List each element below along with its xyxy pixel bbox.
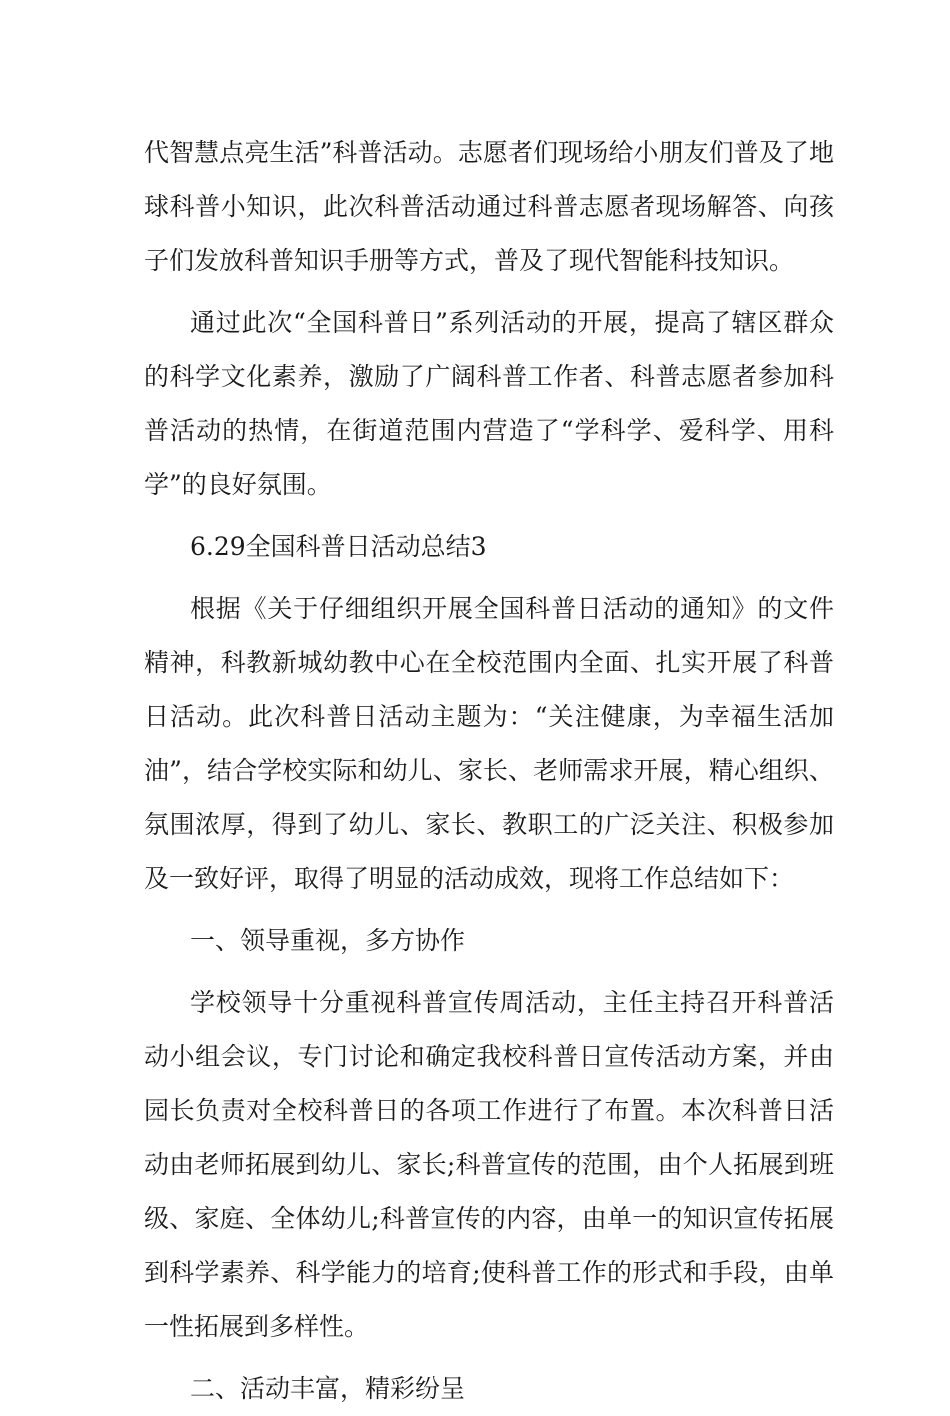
- section-title-summary-3: 6.29全国科普日活动总结3: [190, 532, 487, 561]
- paragraph-atmosphere: 通过此次“全国科普日”系列活动的开展，提高了辖区群众的科学文化素养，激励了广阔科普工作者、科普志愿者参加科普活动的热情，在街道范围内营造了“学科学、爱科学、用科学”的良好氛围。: [144, 308, 834, 499]
- paragraph-intro: 根据《关于仔细组织开展全国科普日活动的通知》的文件精神，科教新城幼教中心在全校范围内全面、扎实开展了科普日活动。此次科普日活动主题为：“关注健康，为幸福生活加油”，结合学校实际和幼儿、家长、老师需求开展，精心组织、氛围浓厚，得到了幼儿、家长、教职工的广泛关注、积极参加及一致好评，取得了明显的活动成效，现将工作总结如下：: [144, 594, 834, 893]
- paragraph-leadership: 学校领导十分重视科普宣传周活动，主任主持召开科普活动小组会议，专门讨论和确定我校科普日宣传活动方案，并由园长负责对全校科普日的各项工作进行了布置。本次科普日活动由老师拓展到幼儿、家长;科普宣传的范围，由个人拓展到班级、家庭、全体幼儿;科普宣传的内容，由单一的知识宣传拓展到科学素养、科学能力的培育;使科普工作的形式和手段，由单一性拓展到多样性。: [144, 988, 834, 1341]
- document-body: [144, 126, 834, 1416]
- paragraph-continued: 代智慧点亮生活”科普活动。志愿者们现场给小朋友们普及了地球科普小知识，此次科普活动通过科普志愿者现场解答、向孩子们发放科普知识手册等方式，普及了现代智能科技知识。: [144, 138, 834, 275]
- heading-activities: 二、活动丰富，精彩纷呈: [190, 1374, 466, 1403]
- heading-leadership: 一、领导重视，多方协作: [190, 926, 466, 955]
